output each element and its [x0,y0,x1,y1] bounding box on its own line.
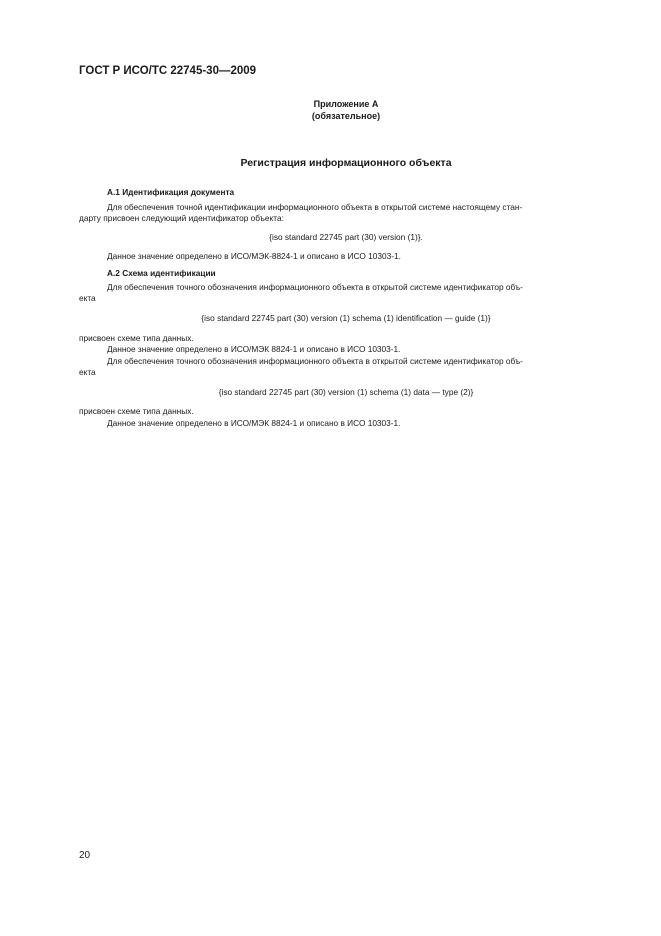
page-number: 20 [79,850,91,861]
document-header: ГОСТ Р ИСО/ТС 22745-30—2009 [79,65,257,77]
a1-object-identifier: {iso standard 22745 part (30) version (1)}. [269,232,423,242]
annex-status: (обязательное) [311,111,381,121]
annex-heading [0,98,661,122]
a2-p2-line2: екта [79,367,96,377]
a2-assigned-2: присвоен схеме типа данных. [79,406,194,416]
a1-note: Данное значение определено в ИСО/МЭК-8824-1 и описано в ИСО 10303-1. [107,251,401,261]
a2-assigned-1: присвоен схеме типа данных. [79,333,194,343]
a1-paragraph-line1: Для обеспечения точной идентификации информационного объекта в открытой системе настоящему стан- [107,202,523,212]
a1-paragraph-line2: дарту присвоен следующий идентификатор объекта: [79,213,284,223]
a2-note-1: Данное значение определено в ИСО/МЭК 8824-1 и описано в ИСО 10303-1. [107,344,401,354]
a2-p2-line1: Для обеспечения точного обозначения информационного объекта в открытой системе идентификатор объ- [107,356,523,366]
a2-p1-line1: Для обеспечения точного обозначения информационного объекта в открытой системе идентификатор объ- [107,282,523,292]
annex-title: Приложение А [313,99,379,109]
subsection-heading-a2: А.2 Схема идентификации [107,268,216,278]
a2-object-identifier-1: {iso standard 22745 part (30) version (1) schema (1) identification — guide (1)} [201,313,491,323]
a2-p1-line2: екта [79,293,96,303]
a2-object-identifier-2: {iso standard 22745 part (30) version (1) schema (1) data — type (2)} [218,387,474,397]
section-title: Регистрация информационного объекта [240,157,452,169]
a2-note-2: Данное значение определено в ИСО/МЭК 8824-1 и описано в ИСО 10303-1. [107,418,401,428]
subsection-heading-a1: А.1 Идентификация документа [107,187,235,197]
